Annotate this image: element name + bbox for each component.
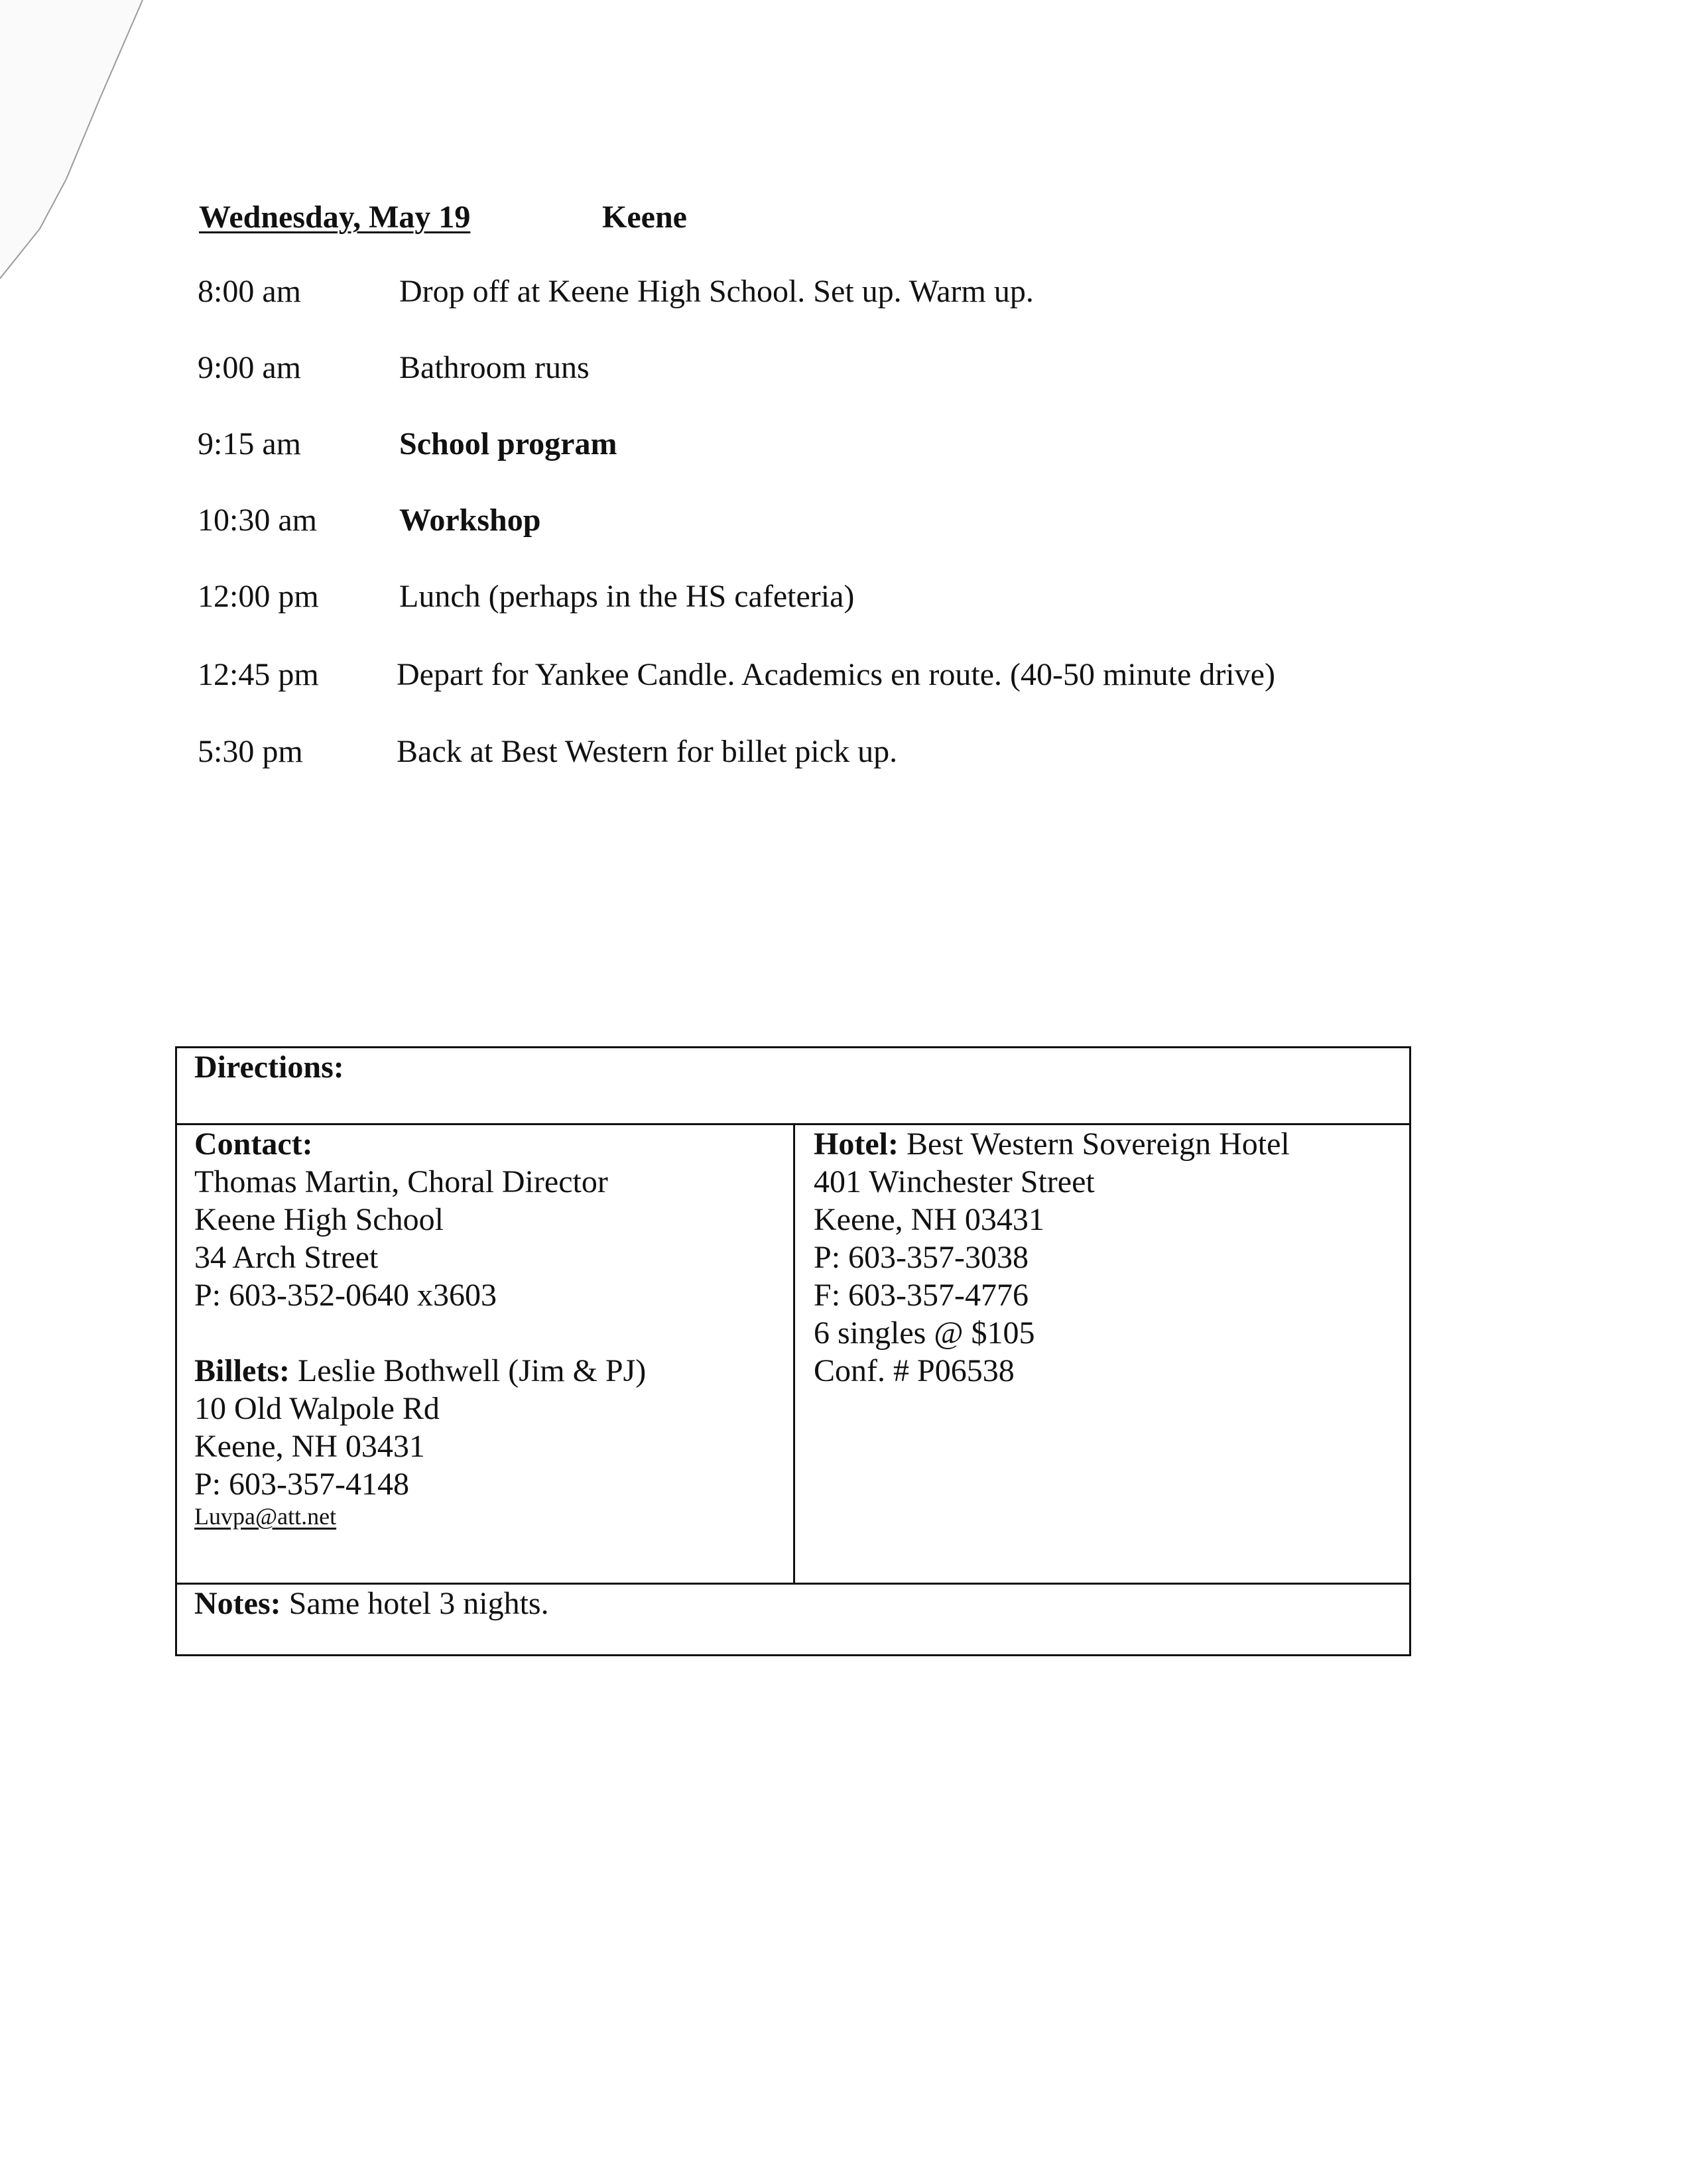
- schedule-activity: School program: [399, 426, 617, 461]
- schedule-time: 9:00 am: [198, 350, 301, 385]
- schedule-time: 10:30 am: [198, 503, 317, 538]
- billets-line: 10 Old Walpole Rd: [194, 1391, 440, 1426]
- schedule-row: [198, 501, 1458, 540]
- schedule-activity: Back at Best Western for billet pick up.: [397, 734, 898, 769]
- billets-email-link[interactable]: Luvpa@att.net: [194, 1503, 337, 1530]
- billets-line: P: 603-357-4148: [194, 1467, 409, 1502]
- schedule-row: [198, 655, 1458, 695]
- schedule-location-heading: Keene: [602, 200, 687, 235]
- contact-line: 34 Arch Street: [194, 1240, 379, 1275]
- trip-info-table: [175, 1046, 1411, 1656]
- hotel-name: Best Western Sovereign Hotel: [906, 1126, 1290, 1162]
- schedule-row: [198, 348, 1458, 388]
- hotel-line: P: 603-357-3038: [814, 1240, 1029, 1275]
- schedule-activity: Lunch (perhaps in the HS cafeteria): [399, 579, 855, 614]
- contact-cell: [177, 1125, 795, 1583]
- contact-line: Thomas Martin, Choral Director: [194, 1164, 608, 1199]
- hotel-line: Conf. # P06538: [814, 1353, 1015, 1388]
- hotel-line: F: 603-357-4776: [814, 1278, 1029, 1313]
- billets-line: Keene, NH 03431: [194, 1429, 425, 1464]
- billets-name: Leslie Bothwell (Jim & PJ): [297, 1353, 647, 1388]
- schedule-time: 12:00 pm: [198, 579, 319, 614]
- hotel-line: Keene, NH 03431: [814, 1202, 1044, 1237]
- hotel-heading-line: [814, 1125, 1409, 1163]
- notes-line: [194, 1585, 1409, 1622]
- page-fold-mark: [0, 0, 153, 292]
- hotel-line: 6 singles @ $105: [814, 1315, 1035, 1351]
- billets-label: Billets:: [194, 1353, 290, 1388]
- spacer: [194, 1314, 793, 1352]
- schedule-row: [198, 272, 1458, 312]
- hotel-line: 401 Winchester Street: [814, 1164, 1095, 1199]
- hotel-label: Hotel:: [814, 1126, 899, 1162]
- notes-text: Same hotel 3 nights.: [288, 1586, 549, 1621]
- directions-label: Directions:: [194, 1050, 344, 1085]
- schedule-activity: Workshop: [399, 503, 541, 538]
- schedule-time: 8:00 am: [198, 274, 301, 309]
- notes-cell: [177, 1583, 1409, 1654]
- contact-line: P: 603-352-0640 x3603: [194, 1278, 497, 1313]
- schedule-time: 5:30 pm: [198, 734, 303, 769]
- directions-cell: [177, 1048, 1409, 1125]
- schedule-row: [198, 424, 1458, 464]
- hotel-cell: [795, 1125, 1409, 1583]
- schedule-date-heading: Wednesday, May 19: [199, 200, 471, 235]
- schedule-time: 12:45 pm: [198, 657, 319, 692]
- schedule-activity: Depart for Yankee Candle. Academics en route. (40-50 minute drive): [397, 657, 1275, 692]
- schedule-time: 9:15 am: [198, 426, 301, 461]
- schedule-row: [198, 732, 1458, 772]
- contact-line: Keene High School: [194, 1202, 444, 1237]
- billets-heading-line: [194, 1352, 793, 1390]
- schedule-activity: Bathroom runs: [399, 350, 590, 385]
- schedule-activity: Drop off at Keene High School. Set up. Warm up.: [399, 274, 1034, 309]
- schedule-row: [198, 577, 1458, 617]
- contact-label: Contact:: [194, 1126, 313, 1162]
- notes-label: Notes:: [194, 1586, 281, 1621]
